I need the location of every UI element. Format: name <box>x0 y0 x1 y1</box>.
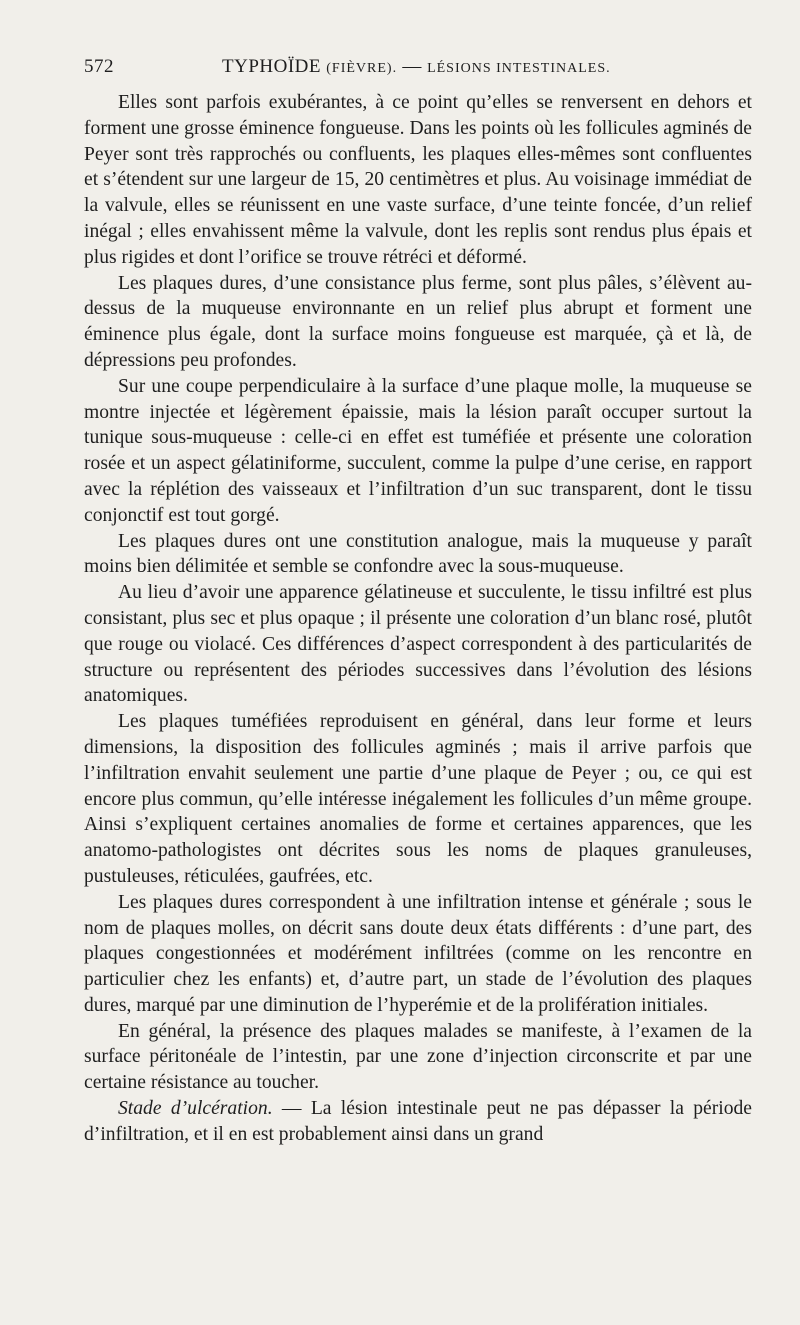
body-text <box>84 90 752 1148</box>
running-title-main: TYPHOÏDE <box>222 56 321 77</box>
running-title-paren: (FIÈVRE). <box>326 61 398 76</box>
paragraph: Les plaques dures, d’une consistance plus ferme, sont plus pâles, s’élèvent au-dessus de la muqueuse environnante en un relief plus abrupt et forment une éminence plus égale, dont la surface moins fongueuse est marquée, çà et là, de dépressions peu profondes. <box>84 272 752 371</box>
paragraph: Elles sont parfois exubérantes, à ce point qu’elles se renversent en dehors et forment une grosse éminence fongueuse. Dans les points où les follicules agminés de Peyer sont très rapprochés ou confluents, les plaques elles-mêmes sont confluentes et s’étendent sur une largeur de 15, 20 centimètres et plus. Au voisinage immédiat de la valvule, elles se réunissent en une vaste surface, d’une teinte foncée, d’un relief inégal ; elles envahissent même la valvule, dont les replis sont rendus plus épais et plus rigides et dont l’orifice se trouve rétréci et déformé. <box>84 92 752 268</box>
paragraph: Les plaques dures correspondent à une infiltration intense et générale ; sous le nom de plaques molles, on décrit sans doute deux états différents : d’une part, des plaques congestionnées et modérément infiltrées (comme on les rencontre en particulier chez les enfants) et, d’autre part, un stade de l’évolution des plaques dures, marqué par une diminution de l’hyperémie et de la prolifération initiales. <box>84 891 752 1016</box>
paragraph: Les plaques tuméfiées reproduisent en général, dans leur forme et leurs dimensions, la disposition des follicules agminés ; mais il arrive parfois que l’infiltration envahit seulement une partie d’une plaque de Peyer ; ou, ce qui est encore plus commun, qu’elle intéresse inégalement les follicules d’un même groupe. Ainsi s’expliquent certaines anomalies de forme et certaines apparences, que les anatomo-pathologistes ont décrites sous les noms de plaques granuleuses, pustuleuses, réticulées, gaufrées, etc. <box>84 711 752 887</box>
running-title <box>194 56 752 78</box>
section-lead: Stade d’ulcération. <box>118 1098 273 1120</box>
page-number: 572 <box>84 56 114 77</box>
running-header <box>84 56 752 78</box>
paragraph-text: — La lésion intestinale peut ne pas dépasser la période d’infiltration, et il en est probablement ainsi dans un grand <box>84 1098 753 1145</box>
paragraph: Les plaques dures ont une constitution analogue, mais la muqueuse y paraît moins bien délimitée et semble se confondre avec la sous-muqueuse. <box>84 530 752 578</box>
paragraph: En général, la présence des plaques malades se manifeste, à l’examen de la surface péritonéale de l’intestin, par une zone d’injection circonscrite et par une certaine résistance au toucher. <box>84 1020 752 1094</box>
paragraph: Au lieu d’avoir une apparence gélatineuse et succulente, le tissu infiltré est plus consistant, plus sec et plus opaque ; il présente une coloration d’un blanc rosé, plutôt que rouge ou violacé. Ces différences d’aspect correspondent à des particularités de structure ou représentent des périodes successives dans l’évolution des lésions anatomiques. <box>84 582 752 707</box>
running-title-dash: — <box>402 56 422 77</box>
paragraph-stade-ulceration <box>84 1096 752 1148</box>
paragraph: Sur une coupe perpendiculaire à la surface d’une plaque molle, la muqueuse se montre injectée et légèrement épaissie, mais la lésion paraît occuper surtout la tunique sous-muqueuse : celle-ci en effet est tuméfiée et présente une coloration rosée et un aspect gélatiniforme, succulent, comme la pulpe d’une cerise, en rapport avec la réplétion des vaisseaux et l’infiltration d’un suc transparent, dont le tissu conjonctif est tout gorgé. <box>84 375 752 526</box>
running-title-section: LÉSIONS INTESTINALES. <box>427 61 611 76</box>
